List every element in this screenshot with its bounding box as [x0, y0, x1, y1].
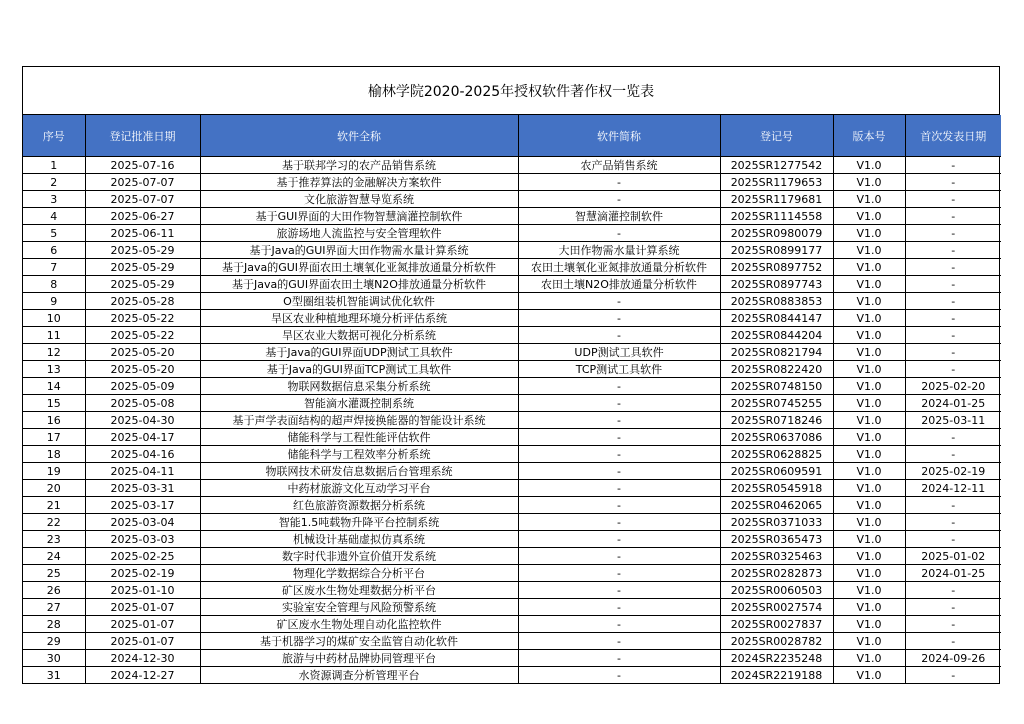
cell-short-name: -: [518, 616, 720, 633]
cell-full-name: 智能滴水灌溉控制系统: [200, 395, 518, 412]
cell-first-publish-date: 2025-01-02: [905, 548, 1001, 565]
cell-index: 5: [23, 225, 85, 242]
cell-version: V1.0: [833, 548, 905, 565]
copyright-table: [23, 115, 1001, 683]
cell-version: V1.0: [833, 633, 905, 650]
cell-full-name: 中药材旅游文化互动学习平台: [200, 480, 518, 497]
cell-first-publish-date: 2025-03-11: [905, 412, 1001, 429]
cell-full-name: 物理化学数据综合分析平台: [200, 565, 518, 582]
cell-version: V1.0: [833, 514, 905, 531]
cell-registration-no: 2025SR0028782: [720, 633, 833, 650]
cell-short-name: -: [518, 463, 720, 480]
cell-short-name: -: [518, 429, 720, 446]
cell-full-name: 基于联邦学习的农产品销售系统: [200, 157, 518, 174]
table-row: [23, 344, 1001, 361]
cell-version: V1.0: [833, 361, 905, 378]
cell-short-name: -: [518, 446, 720, 463]
cell-short-name: TCP测试工具软件: [518, 361, 720, 378]
cell-index: 16: [23, 412, 85, 429]
cell-registration-no: 2025SR0609591: [720, 463, 833, 480]
cell-full-name: 旅游与中药材品牌协同管理平台: [200, 650, 518, 667]
cell-full-name: 储能科学与工程性能评估软件: [200, 429, 518, 446]
cell-short-name: -: [518, 497, 720, 514]
cell-index: 26: [23, 582, 85, 599]
table-row: [23, 412, 1001, 429]
cell-short-name: -: [518, 582, 720, 599]
cell-first-publish-date: -: [905, 582, 1001, 599]
cell-first-publish-date: -: [905, 191, 1001, 208]
cell-index: 13: [23, 361, 85, 378]
cell-approval-date: 2025-05-22: [85, 327, 200, 344]
cell-short-name: -: [518, 633, 720, 650]
cell-full-name: 基于声学表面结构的超声焊接换能器的智能设计系统: [200, 412, 518, 429]
cell-first-publish-date: -: [905, 259, 1001, 276]
cell-version: V1.0: [833, 378, 905, 395]
cell-short-name: -: [518, 191, 720, 208]
cell-version: V1.0: [833, 344, 905, 361]
cell-index: 27: [23, 599, 85, 616]
cell-full-name: 旱区农业大数据可视化分析系统: [200, 327, 518, 344]
cell-index: 25: [23, 565, 85, 582]
cell-first-publish-date: 2024-12-11: [905, 480, 1001, 497]
cell-version: V1.0: [833, 650, 905, 667]
table-body: [23, 157, 1001, 684]
cell-short-name: -: [518, 548, 720, 565]
cell-version: V1.0: [833, 616, 905, 633]
cell-version: V1.0: [833, 242, 905, 259]
cell-approval-date: 2025-07-16: [85, 157, 200, 174]
table-row: [23, 565, 1001, 582]
cell-short-name: 农产品销售系统: [518, 157, 720, 174]
cell-version: V1.0: [833, 412, 905, 429]
cell-full-name: 基于推荐算法的金融解决方案软件: [200, 174, 518, 191]
table-row: [23, 582, 1001, 599]
cell-registration-no: 2025SR0027574: [720, 599, 833, 616]
cell-full-name: 基于Java的GUI界面农田土壤氧化亚氮排放通量分析软件: [200, 259, 518, 276]
header-row: [23, 115, 1001, 157]
cell-registration-no: 2025SR0883853: [720, 293, 833, 310]
cell-full-name: 水资源调查分析管理平台: [200, 667, 518, 684]
cell-registration-no: 2025SR0545918: [720, 480, 833, 497]
cell-first-publish-date: -: [905, 242, 1001, 259]
cell-approval-date: 2025-03-17: [85, 497, 200, 514]
cell-index: 29: [23, 633, 85, 650]
cell-full-name: 物联网数据信息采集分析系统: [200, 378, 518, 395]
table-row: [23, 361, 1001, 378]
cell-short-name: -: [518, 514, 720, 531]
cell-short-name: UDP测试工具软件: [518, 344, 720, 361]
cell-full-name: 储能科学与工程效率分析系统: [200, 446, 518, 463]
table-row: [23, 157, 1001, 174]
column-header-registration-no: 登记号: [720, 115, 833, 157]
cell-registration-no: 2025SR1179681: [720, 191, 833, 208]
table-row: [23, 633, 1001, 650]
cell-approval-date: 2025-04-30: [85, 412, 200, 429]
cell-index: 14: [23, 378, 85, 395]
cell-approval-date: 2024-12-27: [85, 667, 200, 684]
cell-short-name: -: [518, 412, 720, 429]
cell-short-name: -: [518, 565, 720, 582]
cell-version: V1.0: [833, 191, 905, 208]
cell-first-publish-date: -: [905, 225, 1001, 242]
cell-registration-no: 2025SR0462065: [720, 497, 833, 514]
cell-version: V1.0: [833, 395, 905, 412]
cell-version: V1.0: [833, 497, 905, 514]
cell-short-name: -: [518, 327, 720, 344]
cell-registration-no: 2025SR0844147: [720, 310, 833, 327]
cell-approval-date: 2025-06-11: [85, 225, 200, 242]
cell-version: V1.0: [833, 599, 905, 616]
cell-version: V1.0: [833, 480, 905, 497]
cell-approval-date: 2025-05-09: [85, 378, 200, 395]
cell-index: 19: [23, 463, 85, 480]
cell-approval-date: 2025-01-07: [85, 633, 200, 650]
cell-registration-no: 2025SR0822420: [720, 361, 833, 378]
table-row: [23, 327, 1001, 344]
cell-first-publish-date: -: [905, 514, 1001, 531]
cell-index: 6: [23, 242, 85, 259]
cell-index: 28: [23, 616, 85, 633]
table-title: 榆林学院2020-2025年授权软件著作权一览表: [23, 67, 999, 115]
cell-index: 4: [23, 208, 85, 225]
cell-short-name: -: [518, 480, 720, 497]
cell-approval-date: 2025-03-04: [85, 514, 200, 531]
cell-index: 8: [23, 276, 85, 293]
table-row: [23, 429, 1001, 446]
cell-first-publish-date: -: [905, 616, 1001, 633]
cell-approval-date: 2025-07-07: [85, 174, 200, 191]
cell-full-name: 物联网技术研发信息数据后台管理系统: [200, 463, 518, 480]
spreadsheet-sheet: [22, 66, 1000, 684]
cell-index: 31: [46, 668, 61, 682]
table-row: [23, 174, 1001, 191]
cell-full-name: 数字时代非遗外宣价值开发系统: [200, 548, 518, 565]
cell-approval-date: 2025-01-07: [85, 616, 200, 633]
cell-index: 21: [23, 497, 85, 514]
column-header-version: 版本号: [833, 115, 905, 157]
cell-first-publish-date: -: [905, 446, 1001, 463]
cell-version: V1.0: [833, 582, 905, 599]
cell-version: V1.0: [833, 157, 905, 174]
cell-short-name: -: [518, 293, 720, 310]
cell-full-name: 基于Java的GUI界面大田作物需水量计算系统: [200, 242, 518, 259]
cell-short-name: -: [518, 225, 720, 242]
cell-full-name: 基于Java的GUI界面TCP测试工具软件: [200, 361, 518, 378]
cell-registration-no: 2025SR0745255: [720, 395, 833, 412]
cell-version: V1.0: [833, 259, 905, 276]
cell-first-publish-date: -: [905, 429, 1001, 446]
cell-index: 7: [23, 259, 85, 276]
table-row: [23, 242, 1001, 259]
cell-approval-date: 2025-05-29: [85, 276, 200, 293]
cell-version: V1.0: [833, 208, 905, 225]
table-row: [23, 446, 1001, 463]
cell-first-publish-date: -: [905, 599, 1001, 616]
cell-approval-date: 2025-05-28: [85, 293, 200, 310]
cell-first-publish-date: -: [905, 208, 1001, 225]
cell-short-name: 农田土壤N2O排放通量分析软件: [518, 276, 720, 293]
cell-first-publish-date: -: [905, 327, 1001, 344]
cell-first-publish-date: -: [905, 497, 1001, 514]
cell-registration-no: 2025SR1114558: [720, 208, 833, 225]
table-row: [23, 276, 1001, 293]
cell-index: 12: [23, 344, 85, 361]
table-row: [23, 667, 1001, 684]
cell-first-publish-date: -: [905, 361, 1001, 378]
cell-index: 11: [23, 327, 85, 344]
cell-index: 23: [23, 531, 85, 548]
cell-version: V1.0: [833, 565, 905, 582]
table-row: [23, 480, 1001, 497]
cell-approval-date: 2025-04-17: [85, 429, 200, 446]
cell-registration-no: 2024SR2219188: [720, 667, 833, 684]
column-header-short-name: 软件简称: [518, 115, 720, 157]
cell-first-publish-date: -: [905, 293, 1001, 310]
cell-approval-date: 2025-04-16: [85, 446, 200, 463]
cell-registration-no: 2025SR0897752: [720, 259, 833, 276]
cell-full-name: 矿区废水生物处理数据分析平台: [200, 582, 518, 599]
cell-short-name: 农田土壤氧化亚氮排放通量分析软件: [518, 259, 720, 276]
cell-registration-no: 2025SR0748150: [720, 378, 833, 395]
table-row: [23, 548, 1001, 565]
cell-full-name: 基于Java的GUI界面UDP测试工具软件: [200, 344, 518, 361]
cell-first-publish-date: -: [905, 531, 1001, 548]
table-row: [23, 395, 1001, 412]
table-row: [23, 514, 1001, 531]
cell-index: 30: [23, 650, 85, 667]
cell-approval-date: 2025-02-19: [85, 565, 200, 582]
cell-version: V1.0: [833, 276, 905, 293]
table-row: [23, 208, 1001, 225]
cell-version: V1.0: [833, 429, 905, 446]
cell-version: V1.0: [833, 531, 905, 548]
cell-registration-no: 2025SR0821794: [720, 344, 833, 361]
cell-full-name: 机械设计基础虚拟仿真系统: [200, 531, 518, 548]
cell-index: 1: [23, 157, 85, 174]
table-row: [23, 225, 1001, 242]
cell-first-publish-date: -: [905, 276, 1001, 293]
cell-full-name: 基于Java的GUI界面农田土壤N2O排放通量分析软件: [200, 276, 518, 293]
cell-registration-no: 2025SR1179653: [720, 174, 833, 191]
table-row: [23, 497, 1001, 514]
cell-short-name: -: [518, 650, 720, 667]
cell-version: V1.0: [833, 446, 905, 463]
cell-version: V1.0: [833, 667, 905, 684]
cell-registration-no: 2025SR0718246: [720, 412, 833, 429]
table-row: [23, 378, 1001, 395]
cell-short-name: 大田作物需水量计算系统: [518, 242, 720, 259]
table-row: [23, 191, 1001, 208]
cell-approval-date: 2025-05-22: [85, 310, 200, 327]
table-row: [23, 616, 1001, 633]
cell-registration-no: 2025SR0899177: [720, 242, 833, 259]
cell-version: V1.0: [833, 225, 905, 242]
cell-registration-no: 2025SR0371033: [720, 514, 833, 531]
cell-full-name: 旱区农业种植地理环境分析评估系统: [200, 310, 518, 327]
cell-full-name: 实验室安全管理与风险预警系统: [200, 599, 518, 616]
cell-approval-date: 2025-05-20: [85, 344, 200, 361]
cell-approval-date: 2025-05-29: [85, 242, 200, 259]
cell-first-publish-date: 2025-02-20: [905, 378, 1001, 395]
cell-full-name: 矿区废水生物处理自动化监控软件: [200, 616, 518, 633]
column-header-full-name: 软件全称: [200, 115, 518, 157]
cell-first-publish-date: 2024-01-25: [905, 565, 1001, 582]
cell-approval-date: 2025-04-11: [85, 463, 200, 480]
cell-index: 10: [23, 310, 85, 327]
cell-approval-date: 2025-05-29: [85, 259, 200, 276]
table-row: [23, 650, 1001, 667]
cell-first-publish-date: 2024-09-26: [905, 650, 1001, 667]
cell-index: 20: [23, 480, 85, 497]
cell-index: 18: [23, 446, 85, 463]
column-header-first-publish-date: 首次发表日期: [905, 115, 1001, 157]
cell-approval-date: 2025-01-10: [85, 582, 200, 599]
cell-full-name: 红色旅游资源数据分析系统: [200, 497, 518, 514]
cell-index: 9: [23, 293, 85, 310]
cell-first-publish-date: -: [905, 344, 1001, 361]
column-header-approval-date: 登记批准日期: [85, 115, 200, 157]
cell-index: 24: [23, 548, 85, 565]
cell-first-publish-date: -: [905, 633, 1001, 650]
cell-first-publish-date: -: [905, 310, 1001, 327]
cell-approval-date: 2025-02-25: [85, 548, 200, 565]
cell-registration-no: 2025SR0637086: [720, 429, 833, 446]
cell-version: V1.0: [833, 463, 905, 480]
cell-full-name: 基于机器学习的煤矿安全监管自动化软件: [200, 633, 518, 650]
cell-first-publish-date: -: [905, 667, 1001, 684]
cell-registration-no: 2025SR0027837: [720, 616, 833, 633]
table-row: [23, 310, 1001, 327]
table-row: [23, 293, 1001, 310]
cell-approval-date: 2025-03-31: [85, 480, 200, 497]
cell-approval-date: 2025-05-08: [85, 395, 200, 412]
cell-registration-no: 2025SR0365473: [720, 531, 833, 548]
table-row: [23, 259, 1001, 276]
cell-index: 22: [23, 514, 85, 531]
table-row: [23, 599, 1001, 616]
cell-registration-no: 2025SR0282873: [720, 565, 833, 582]
cell-registration-no: 2025SR0844204: [720, 327, 833, 344]
cell-short-name: -: [518, 599, 720, 616]
cell-index: 2: [23, 174, 85, 191]
cell-short-name: -: [518, 310, 720, 327]
cell-short-name: -: [518, 378, 720, 395]
cell-full-name: 智能1.5吨载物升降平台控制系统: [200, 514, 518, 531]
cell-approval-date: 2025-01-07: [85, 599, 200, 616]
cell-full-name: 文化旅游智慧导览系统: [200, 191, 518, 208]
column-header-index: 序号: [23, 115, 85, 157]
cell-registration-no: 2025SR0980079: [720, 225, 833, 242]
cell-registration-no: 2024SR2235248: [720, 650, 833, 667]
cell-short-name: 智慧滴灌控制软件: [518, 208, 720, 225]
cell-short-name: -: [518, 531, 720, 548]
cell-short-name: -: [518, 395, 720, 412]
table-row: [23, 531, 1001, 548]
cell-registration-no: 2025SR1277542: [720, 157, 833, 174]
cell-index: 15: [23, 395, 85, 412]
cell-first-publish-date: 2025-02-19: [905, 463, 1001, 480]
cell-full-name: 基于GUI界面的大田作物智慧滴灌控制软件: [200, 208, 518, 225]
cell-full-name: 旅游场地人流监控与安全管理软件: [200, 225, 518, 242]
cell-approval-date: 2024-12-30: [85, 650, 200, 667]
cell-first-publish-date: 2024-01-25: [905, 395, 1001, 412]
cell-first-publish-date: -: [905, 174, 1001, 191]
cell-registration-no: 2025SR0060503: [720, 582, 833, 599]
cell-short-name: -: [518, 174, 720, 191]
cell-short-name: -: [518, 667, 720, 684]
cell-approval-date: 2025-03-03: [85, 531, 200, 548]
cell-version: V1.0: [833, 174, 905, 191]
cell-approval-date: 2025-05-20: [85, 361, 200, 378]
cell-index: 3: [23, 191, 85, 208]
cell-first-publish-date: -: [905, 157, 1001, 174]
cell-registration-no: 2025SR0325463: [720, 548, 833, 565]
cell-approval-date: 2025-07-07: [85, 191, 200, 208]
cell-version: V1.0: [833, 293, 905, 310]
cell-version: V1.0: [833, 310, 905, 327]
cell-version: V1.0: [833, 327, 905, 344]
cell-registration-no: 2025SR0897743: [720, 276, 833, 293]
cell-registration-no: 2025SR0628825: [720, 446, 833, 463]
cell-approval-date: 2025-06-27: [85, 208, 200, 225]
cell-full-name: O型圈组装机智能调试优化软件: [200, 293, 518, 310]
table-row: [23, 463, 1001, 480]
cell-index: 17: [23, 429, 85, 446]
